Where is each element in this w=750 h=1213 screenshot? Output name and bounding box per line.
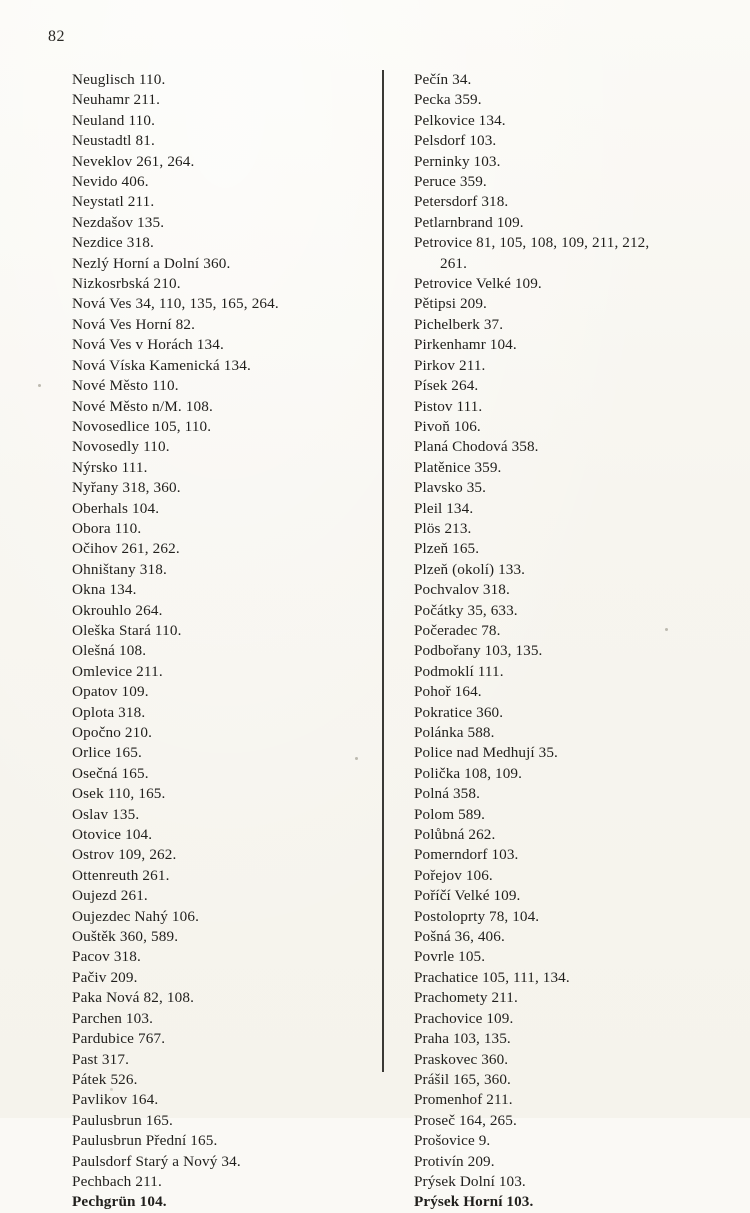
index-entry: Paka Nová 82, 108. [72, 989, 195, 1007]
index-entry: Pleil 134. [414, 499, 474, 517]
index-entry: Pistov 111. [414, 397, 483, 415]
index-entry: Parchen 103. [72, 1009, 154, 1027]
index-entry: Polom 589. [414, 805, 486, 823]
index-entry: Polička 108, 109. [414, 764, 523, 782]
index-entry: Opatov 109. [72, 683, 149, 701]
index-entry: 261. [440, 254, 467, 272]
page-number: 82 [48, 28, 65, 45]
index-entry: Orlice 165. [72, 744, 142, 762]
index-entry: Protivín 209. [414, 1152, 495, 1170]
index-entry: Nezlý Horní a Dolní 360. [72, 254, 231, 272]
index-entry: Neustadtl 81. [72, 132, 155, 150]
index-entry: Platěnice 359. [414, 458, 502, 476]
index-entry: Oberhals 104. [72, 499, 160, 517]
index-entry: Pirkenhamr 104. [414, 336, 517, 354]
index-entry: Ostrov 109, 262. [72, 846, 177, 864]
index-entry: Polůbná 262. [414, 826, 496, 844]
index-entry: Nová Ves 34, 110, 135, 165, 264. [72, 295, 279, 313]
index-entry: Nová Ves Horní 82. [72, 315, 196, 333]
index-entry: Nyřany 318, 360. [72, 479, 181, 497]
paper-speck [38, 384, 41, 387]
paper-speck [355, 757, 358, 760]
index-entry: Nevido 406. [72, 173, 149, 191]
index-entry: Očihov 261, 262. [72, 540, 180, 558]
index-entry: Osečná 165. [72, 764, 149, 782]
index-entry: Písek 264. [414, 377, 479, 395]
index-entry: Pirkov 211. [414, 356, 486, 374]
index-entry: Osek 110, 165. [72, 785, 166, 803]
index-entry: Paulusbrun Přední 165. [72, 1132, 218, 1150]
index-entry: Nezdice 318. [72, 234, 154, 252]
index-entry: Pořejov 106. [414, 866, 493, 884]
index-entry: Ottenreuth 261. [72, 866, 170, 884]
index-entry: Novosedlice 105, 110. [72, 417, 212, 435]
paper-speck [110, 1088, 113, 1091]
index-entry: Paulusbrun 165. [72, 1111, 173, 1129]
index-entry: Pavlikov 164. [72, 1091, 159, 1109]
index-entry: Prášil 165, 360. [414, 1070, 511, 1088]
index-entry: Plös 213. [414, 519, 472, 537]
index-entry: Prachatice 105, 111, 134. [414, 968, 570, 986]
index-entry: Plzeň (okolí) 133. [414, 560, 526, 578]
index-entry: Prošovice 9. [414, 1132, 491, 1150]
index-entry: Prýsek Horní 103. [414, 1193, 534, 1211]
index-entry: Prachomety 211. [414, 989, 518, 1007]
index-entry: Nizkosrbská 210. [72, 275, 181, 293]
index-entry: Pechbach 211. [72, 1172, 162, 1190]
index-entry: Oplota 318. [72, 703, 146, 721]
index-entry: Olešná 108. [72, 642, 147, 660]
index-entry: Polná 358. [414, 785, 480, 803]
index-entry: Nové Město 110. [72, 377, 179, 395]
index-entry: Praskovec 360. [414, 1050, 509, 1068]
index-entry: Pichelberk 37. [414, 315, 504, 333]
index-entry: Pečín 34. [414, 71, 472, 88]
index-entry: Otovice 104. [72, 826, 153, 844]
index-entry: Paulsdorf Starý a Nový 34. [72, 1152, 241, 1170]
index-entry: Neuglisch 110. [72, 71, 166, 88]
index-entry: Pohoř 164. [414, 683, 482, 701]
index-entry: Plzeň 165. [414, 540, 480, 558]
index-entry: Okna 134. [72, 581, 137, 599]
index-entry: Promenhof 211. [414, 1091, 513, 1109]
index-entry: Praha 103, 135. [414, 1030, 511, 1048]
index-entry: Pacov 318. [72, 948, 141, 966]
index-entry: Prachovice 109. [414, 1009, 514, 1027]
index-entry: Pelsdorf 103. [414, 132, 497, 150]
index-entry: Petlarnbrand 109. [414, 213, 524, 231]
index-entry: Past 317. [72, 1050, 130, 1068]
index-entry: Ohništany 318. [72, 560, 167, 578]
index-entry: Polánka 588. [414, 724, 495, 741]
index-entry: Petersdorf 318. [414, 193, 509, 211]
index-entry: Pošná 36, 406. [414, 928, 505, 946]
index-entry: Nezdašov 135. [72, 213, 165, 231]
index-entry: Nové Město n/M. 108. [72, 397, 213, 415]
index-entry: Pardubice 767. [72, 1030, 166, 1048]
index-entry: Pětipsi 209. [414, 295, 487, 313]
index-entry: Neuland 110. [72, 111, 156, 129]
index-entry: Petrovice Velké 109. [414, 275, 542, 293]
index-entry: Nová Víska Kamenická 134. [72, 356, 251, 374]
index-entry: Počeradec 78. [414, 621, 501, 639]
index-entry: Petrovice 81, 105, 108, 109, 211, 212, [414, 234, 650, 252]
index-entry: Podmoklí 111. [414, 662, 504, 680]
index-entry: Nýrsko 111. [72, 458, 148, 476]
index-entry: Pochvalov 318. [414, 581, 510, 599]
index-entry: Proseč 164, 265. [414, 1111, 517, 1129]
index-entry: Obora 110. [72, 519, 142, 537]
paper-speck [665, 628, 668, 631]
index-entry: Neveklov 261, 264. [72, 152, 195, 170]
index-column-right [372, 70, 672, 1211]
index-entry: Pátek 526. [72, 1070, 138, 1088]
index-entry: Planá Chodová 358. [414, 438, 539, 456]
index-entry: Plavsko 35. [414, 479, 486, 497]
index-entry: Povrle 105. [414, 948, 486, 966]
index-columns [72, 70, 684, 1211]
index-entry: Pomerndorf 103. [414, 846, 519, 864]
index-entry: Pivoň 106. [414, 417, 481, 435]
index-entry: Prýsek Dolní 103. [414, 1172, 526, 1190]
index-entry: Oujezd 261. [72, 887, 148, 905]
index-entry: Oujezdec Nahý 106. [72, 907, 200, 925]
index-entry: Neystatl 211. [72, 193, 155, 211]
index-entry: Počátky 35, 633. [414, 601, 518, 619]
index-entry: Poříčí Velké 109. [414, 887, 521, 905]
index-entry: Okrouhlo 264. [72, 601, 163, 619]
index-entry: Oslav 135. [72, 805, 140, 823]
index-entry: Peruce 359. [414, 173, 487, 191]
index-column-left [72, 70, 372, 1211]
index-entry: Pecka 359. [414, 91, 482, 109]
index-entry: Pokratice 360. [414, 703, 504, 721]
index-entry: Novosedly 110. [72, 438, 170, 456]
index-entry: Opočno 210. [72, 724, 153, 741]
index-entry: Postoloprty 78, 104. [414, 907, 540, 925]
index-entry: Pačiv 209. [72, 968, 138, 986]
index-entry: Omlevice 211. [72, 662, 163, 680]
index-entry: Oleška Stará 110. [72, 621, 182, 639]
index-entry: Ouštěk 360, 589. [72, 928, 179, 946]
index-entry: Perninky 103. [414, 152, 501, 170]
index-entry: Podbořany 103, 135. [414, 642, 543, 660]
index-entry: Neuhamr 211. [72, 91, 161, 109]
index-entry: Pelkovice 134. [414, 111, 506, 129]
index-entry: Police nad Medhují 35. [414, 744, 558, 762]
index-entry: Pechgrün 104. [72, 1193, 167, 1211]
index-entry: Nová Ves v Horách 134. [72, 336, 224, 354]
